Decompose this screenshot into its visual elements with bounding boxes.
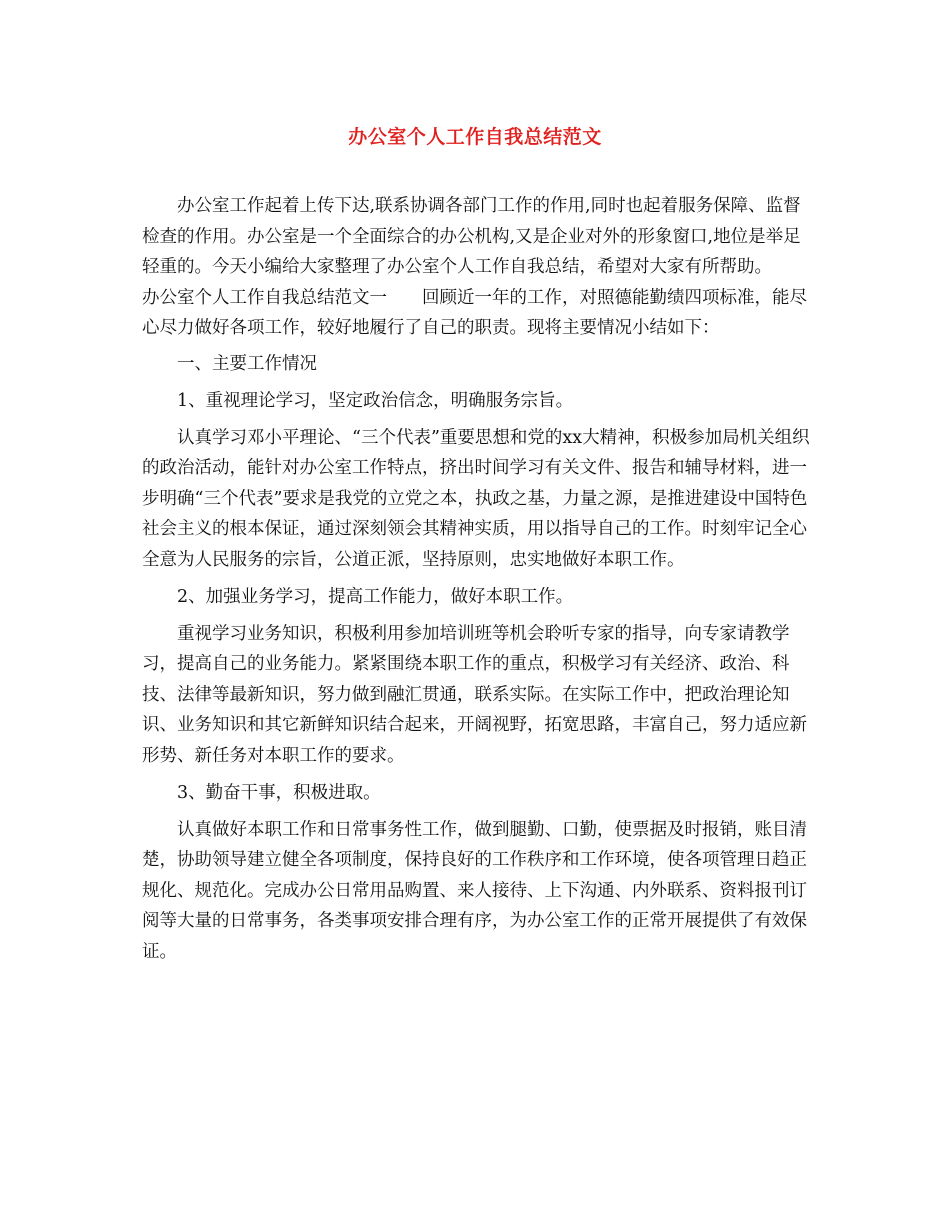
subheading-theory-study: 1、重视理论学习，坚定政治信念，明确服务宗旨。: [177, 390, 574, 411]
subheading-diligent-work: 3、勤奋干事，积极进取。: [177, 782, 381, 803]
document-title: 办公室个人工作自我总结范文: [348, 126, 602, 148]
heading-main-work: 一、主要工作情况: [177, 353, 317, 374]
paragraph-section-intro: 办公室个人工作自我总结范文一 回顾近一年的工作，对照德能勤绩四项标准，能尽心尽力做好各项工作，较好地履行了自己的职责。现将主要情况小结如下：: [142, 287, 807, 338]
paragraph-intro: 办公室工作起着上传下达,联系协调各部门工作的作用,同时也起着服务保障、监督检查的作用。办公室是一个全面综合的办公机构,又是企业对外的形象窗口,地位是举足轻重的。今天小编给大家整理了办公室个人工作自我总结，希望对大家有所帮助。: [142, 196, 801, 277]
paragraph-theory-study: 认真学习邓小平理论、“三个代表”重要思想和党的xx大精神，积极参加局机关组织的政治活动，能针对办公室工作特点，挤出时间学习有关文件、报告和辅导材料，进一步明确“三个代表”要求是我党的立党之本，执政之基，力量之源，是推进建设中国特色社会主义的根本保证，通过深刻领会其精神实质，用以指导自己的工作。时刻牢记全心全意为人民服务的宗旨，公道正派，坚持原则，忠实地做好本职工作。: [142, 427, 810, 570]
paragraph-business-study: 重视学习业务知识，积极利用参加培训班等机会聆听专家的指导，向专家请教学习，提高自己的业务能力。紧紧围绕本职工作的重点，积极学习有关经济、政治、科技、法律等最新知识，努力做到融汇贯通，联系实际。在实际工作中，把政治理论知识、业务知识和其它新鲜知识结合起来，开阔视野，拓宽思路，丰富自己，努力适应新形势、新任务对本职工作的要求。: [142, 623, 807, 766]
document-body: [142, 191, 812, 967]
paragraph-diligent-work: 认真做好本职工作和日常事务性工作，做到腿勤、口勤，使票据及时报销，账目清楚，协助领导建立健全各项制度，保持良好的工作秩序和工作环境，使各项管理日趋正规化、规范化。完成办公日常用品购置、来人接待、上下沟通、内外联系、资料报刊订阅等大量的日常事务，各类事项安排合理有序，为办公室工作的正常开展提供了有效保证。: [142, 819, 807, 962]
subheading-business-study: 2、加强业务学习，提高工作能力，做好本职工作。: [177, 586, 574, 607]
